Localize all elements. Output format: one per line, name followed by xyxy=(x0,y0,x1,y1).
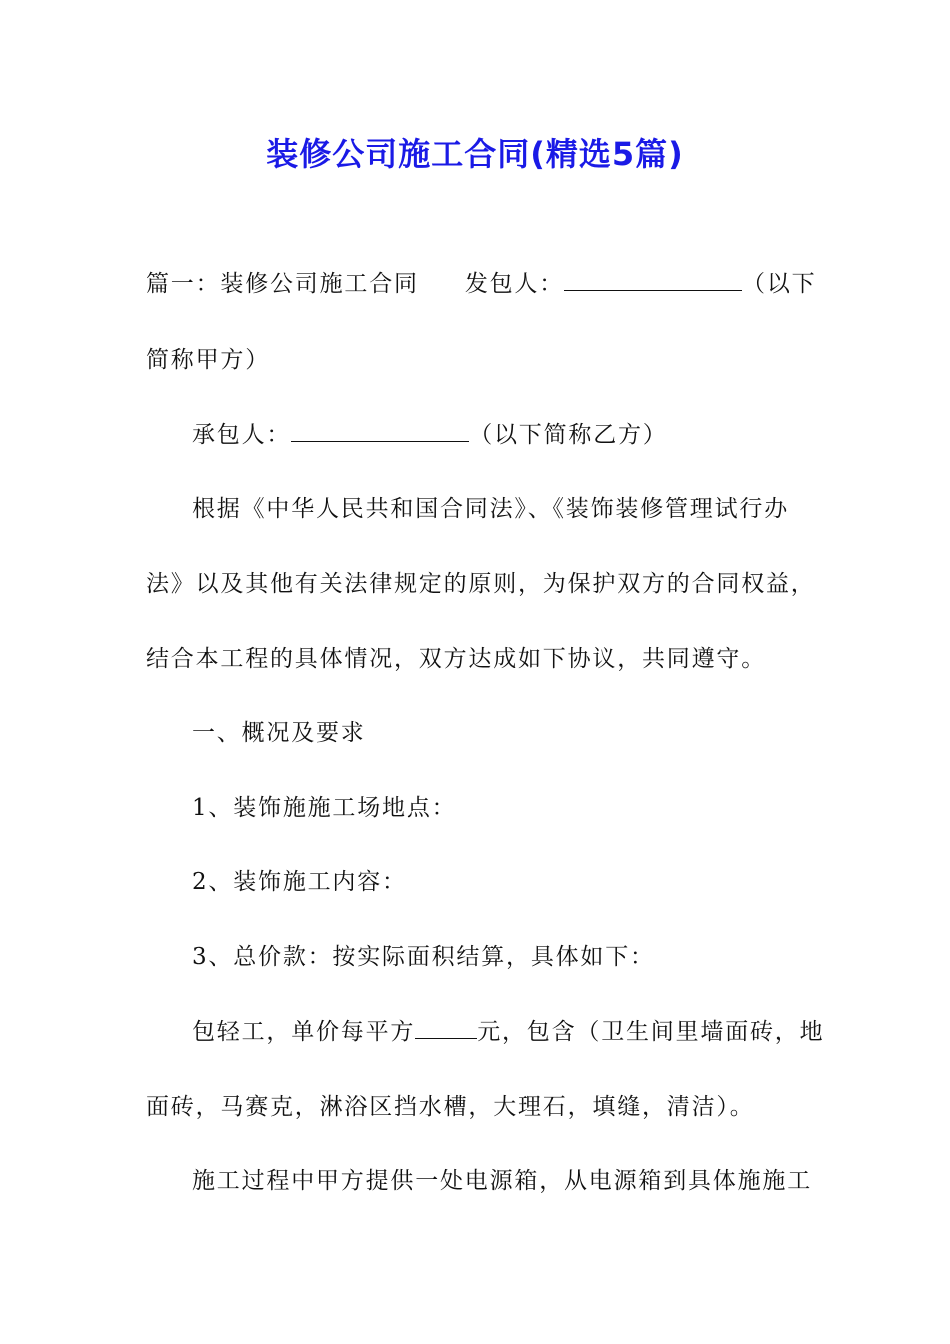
paragraph-line-3 xyxy=(192,416,862,454)
contractor-label: 承包人： xyxy=(192,422,292,448)
paragraph-line-4: 根据《中华人民共和国合同法》、《装饰装修管理试行办 xyxy=(192,496,789,522)
unit-price-blank-field xyxy=(415,1018,477,1039)
employer-blank-field xyxy=(564,270,742,291)
paragraph-line-9: 2、装饰施工内容： xyxy=(192,869,407,895)
paragraph-line-12: 面砖，马赛克，淋浴区挡水槽，大理石，填缝，清洁）。 xyxy=(146,1094,755,1120)
paragraph-line-1 xyxy=(146,265,816,303)
unit-price-suffix: 元，包含（卫生间里墙面砖，地 xyxy=(477,1019,825,1045)
paragraph-line-11 xyxy=(192,1013,862,1051)
employer-suffix: （以下 xyxy=(742,271,817,297)
contractor-blank-field xyxy=(291,421,469,442)
unit-price-label: 包轻工，单价每平方 xyxy=(192,1019,416,1045)
paragraph-line-7: 一、概况及要求 xyxy=(192,720,366,746)
contractor-suffix: （以下简称乙方） xyxy=(469,422,668,448)
document-title: 装修公司施工合同(精选5篇) xyxy=(266,135,684,173)
paragraph-line-5: 法》以及其他有关法律规定的原则，为保护双方的合同权益， xyxy=(146,571,816,597)
employer-label: 发包人： xyxy=(464,271,565,297)
paragraph-line-8: 1、装饰施施工场地点： xyxy=(192,795,457,821)
section-heading: 篇一：装修公司施工合同 xyxy=(146,271,419,297)
paragraph-line-2: 简称甲方） xyxy=(146,347,270,373)
paragraph-line-13: 施工过程中甲方提供一处电源箱，从电源箱到具体施施工 xyxy=(192,1168,812,1194)
paragraph-line-6: 结合本工程的具体情况，双方达成如下协议，共同遵守。 xyxy=(146,646,766,672)
paragraph-line-10: 3、总价款：按实际面积结算，具体如下： xyxy=(192,944,655,970)
